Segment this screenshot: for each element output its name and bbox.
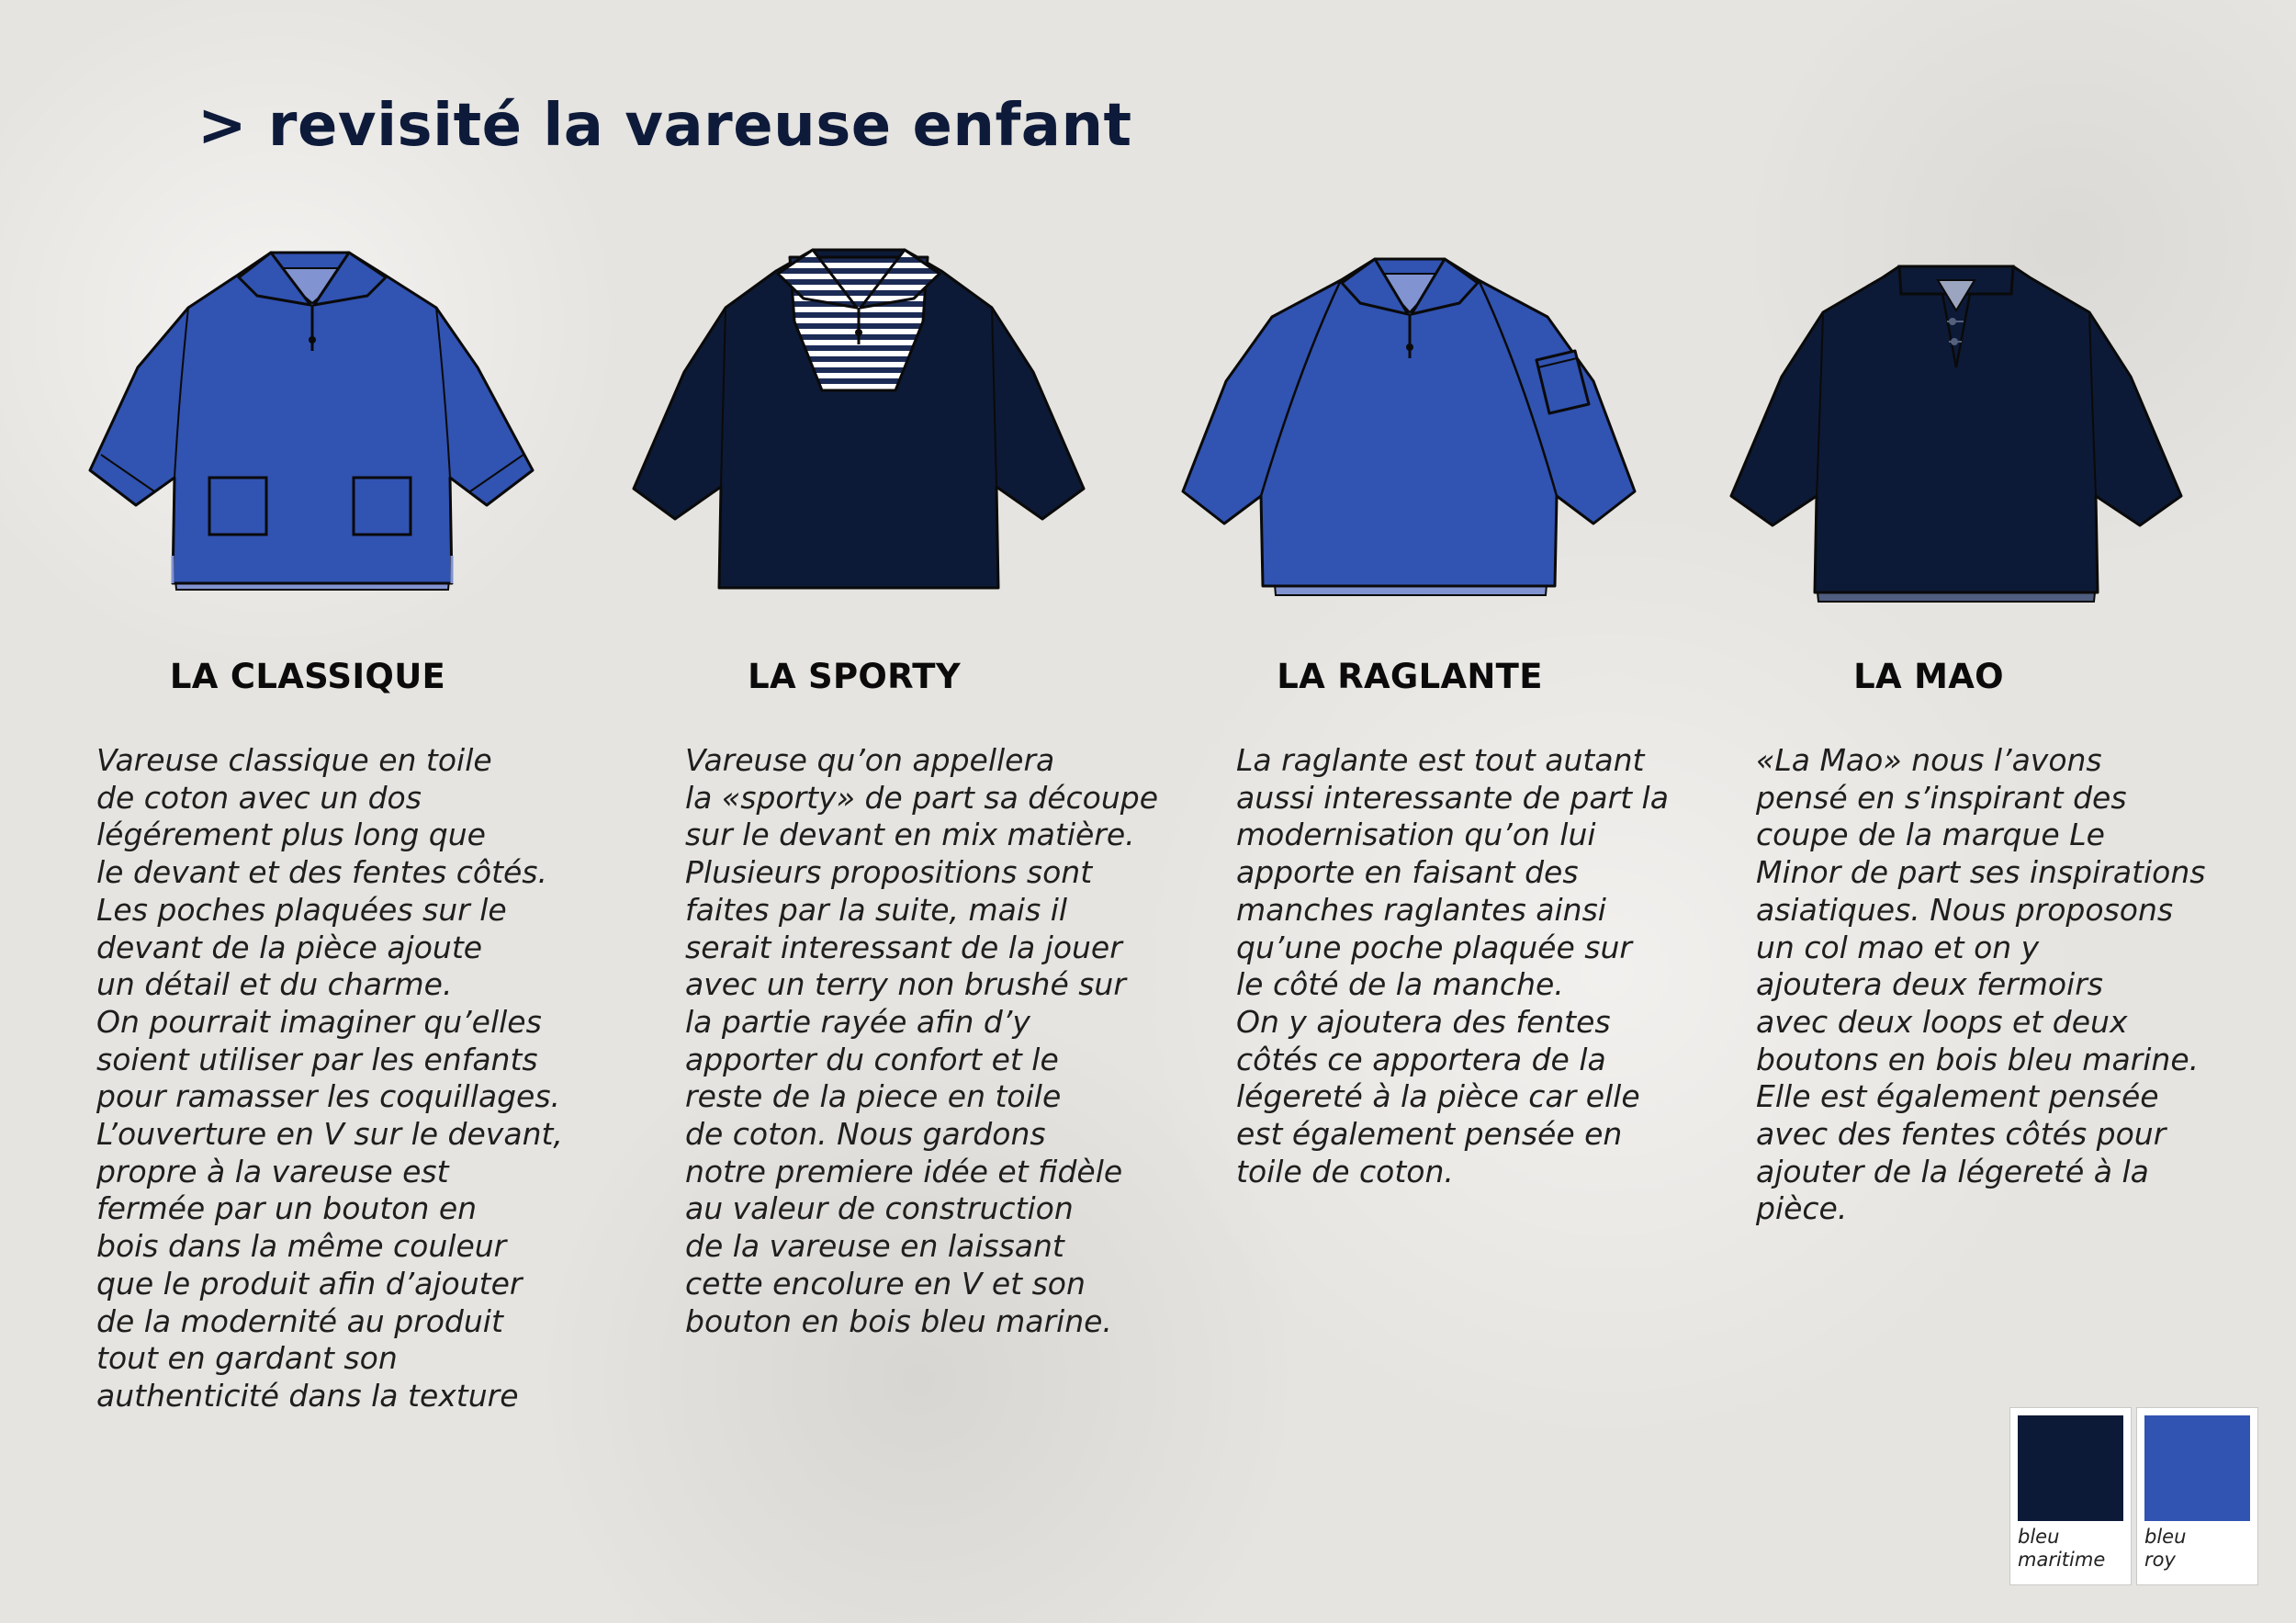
description-line: boutons en bois bleu marine. xyxy=(1756,1041,2200,1077)
color-swatch-bleu-maritime xyxy=(2009,1407,2132,1585)
description-line: que le produit afin d’ajouter xyxy=(96,1265,523,1302)
description-line: apporte en faisant des xyxy=(1236,854,1579,891)
description-line: modernisation qu’on lui xyxy=(1236,817,1596,853)
description-line: avec des fentes côtés pour xyxy=(1756,1116,2167,1153)
description-line: devant de la pièce ajoute xyxy=(96,929,483,965)
description-line: Vareuse classique en toile xyxy=(96,742,492,778)
description-line: pour ramasser les coquillages. xyxy=(96,1078,561,1115)
description-line: de coton avec un dos xyxy=(96,779,422,816)
description-line: au valeur de construction xyxy=(685,1190,1074,1227)
description-line: soient utiliser par les enfants xyxy=(96,1041,538,1077)
description-line: fermée par un bouton en xyxy=(96,1190,478,1227)
description-line: est également pensée en xyxy=(1236,1116,1623,1153)
swatch-chip xyxy=(2018,1415,2123,1521)
product-name-sporty: LA SPORTY xyxy=(748,657,961,696)
description-line: sur le devant en mix matière. xyxy=(685,817,1135,853)
product-illustration-sporty xyxy=(620,230,1097,615)
description-line: Les poches plaquées sur le xyxy=(96,891,507,928)
product-illustration-classique xyxy=(73,230,551,615)
description-line: Minor de part ses inspirations xyxy=(1756,854,2206,891)
description-line: pièce. xyxy=(1756,1190,1848,1227)
description-line: bois dans la même couleur xyxy=(96,1228,507,1265)
description-line: côtés ce apportera de la xyxy=(1236,1041,1606,1077)
product-illustration-mao xyxy=(1717,230,2195,615)
description-line: asiatiques. Nous proposons xyxy=(1756,891,2174,928)
product-name-classique: LA CLASSIQUE xyxy=(169,657,446,696)
product-illustration-raglante xyxy=(1171,230,1649,615)
sporty-shirt-drawing xyxy=(620,230,1097,615)
description-line: de coton. Nous gardons xyxy=(685,1116,1046,1153)
swatch-label-line: bleu xyxy=(2018,1526,2060,1548)
description-line: un détail et du charme. xyxy=(96,966,453,1003)
description-line: Vareuse qu’on appellera xyxy=(685,742,1055,778)
description-line: toile de coton. xyxy=(1236,1153,1454,1189)
swatch-label-line: bleu xyxy=(2144,1526,2187,1548)
description-line: ajouter de la légereté à la xyxy=(1756,1153,2149,1189)
description-mao xyxy=(1756,742,2205,1228)
description-line: propre à la vareuse est xyxy=(96,1153,449,1189)
description-line: tout en gardant son xyxy=(96,1340,398,1377)
swatch-chip xyxy=(2144,1415,2250,1521)
description-line: la «sporty» de part sa découpe xyxy=(685,779,1159,816)
description-line: ajoutera deux fermoirs xyxy=(1756,966,2103,1003)
description-line: aussi interessante de part la xyxy=(1236,779,1669,816)
description-line: cette encolure en V et son xyxy=(685,1265,1086,1302)
swatch-label xyxy=(2018,1526,2126,1572)
description-line: pensé en s’inspirant des xyxy=(1756,779,2127,816)
description-line: bouton en bois bleu marine. xyxy=(685,1302,1112,1339)
description-line: notre premiere idée et fidèle xyxy=(685,1153,1123,1189)
description-line: un col mao et on y xyxy=(1756,929,2040,965)
classique-shirt-drawing xyxy=(73,230,551,615)
description-raglante xyxy=(1236,742,1669,1190)
description-line: La raglante est tout autant xyxy=(1236,742,1645,778)
color-swatch-bleu-roy xyxy=(2136,1407,2258,1585)
description-line: L’ouverture en V sur le devant, xyxy=(96,1116,563,1153)
description-line: serait interessant de la jouer xyxy=(685,929,1122,965)
description-classique xyxy=(96,742,563,1415)
description-line: «La Mao» nous l’avons xyxy=(1756,742,2102,778)
page-title: > revisité la vareuse enfant xyxy=(197,92,1132,160)
raglante-shirt-drawing xyxy=(1171,230,1649,615)
description-line: On y ajoutera des fentes xyxy=(1236,1003,1611,1040)
swatch-label xyxy=(2144,1526,2253,1572)
description-line: qu’une poche plaquée sur xyxy=(1236,929,1632,965)
description-line: On pourrait imaginer qu’elles xyxy=(96,1003,542,1040)
swatch-label-line: roy xyxy=(2144,1549,2176,1571)
product-name-raglante: LA RAGLANTE xyxy=(1277,657,1543,696)
description-line: la partie rayée afin d’y xyxy=(685,1003,1030,1040)
swatch-label-line: maritime xyxy=(2018,1549,2106,1571)
description-line: le côté de la manche. xyxy=(1236,966,1564,1003)
description-line: de la modernité au produit xyxy=(96,1302,503,1339)
description-line: avec deux loops et deux xyxy=(1756,1003,2128,1040)
description-line: Plusieurs propositions sont xyxy=(685,854,1093,891)
description-line: manches raglantes ainsi xyxy=(1236,891,1606,928)
description-line: coupe de la marque Le xyxy=(1756,817,2105,853)
description-line: authenticité dans la texture xyxy=(96,1377,519,1414)
description-line: avec un terry non brushé sur xyxy=(685,966,1126,1003)
description-line: reste de la piece en toile xyxy=(685,1078,1062,1115)
description-line: faites par la suite, mais il xyxy=(685,891,1068,928)
mao-shirt-drawing xyxy=(1717,230,2195,615)
description-line: le devant et des fentes côtés. xyxy=(96,854,547,891)
description-line: légérement plus long que xyxy=(96,817,486,853)
description-line: légereté à la pièce car elle xyxy=(1236,1078,1640,1115)
description-sporty xyxy=(685,742,1158,1340)
product-name-mao: LA MAO xyxy=(1853,657,2004,696)
description-line: de la vareuse en laissant xyxy=(685,1228,1064,1265)
description-line: apporter du confort et le xyxy=(685,1041,1059,1077)
description-line: Elle est également pensée xyxy=(1756,1078,2159,1115)
